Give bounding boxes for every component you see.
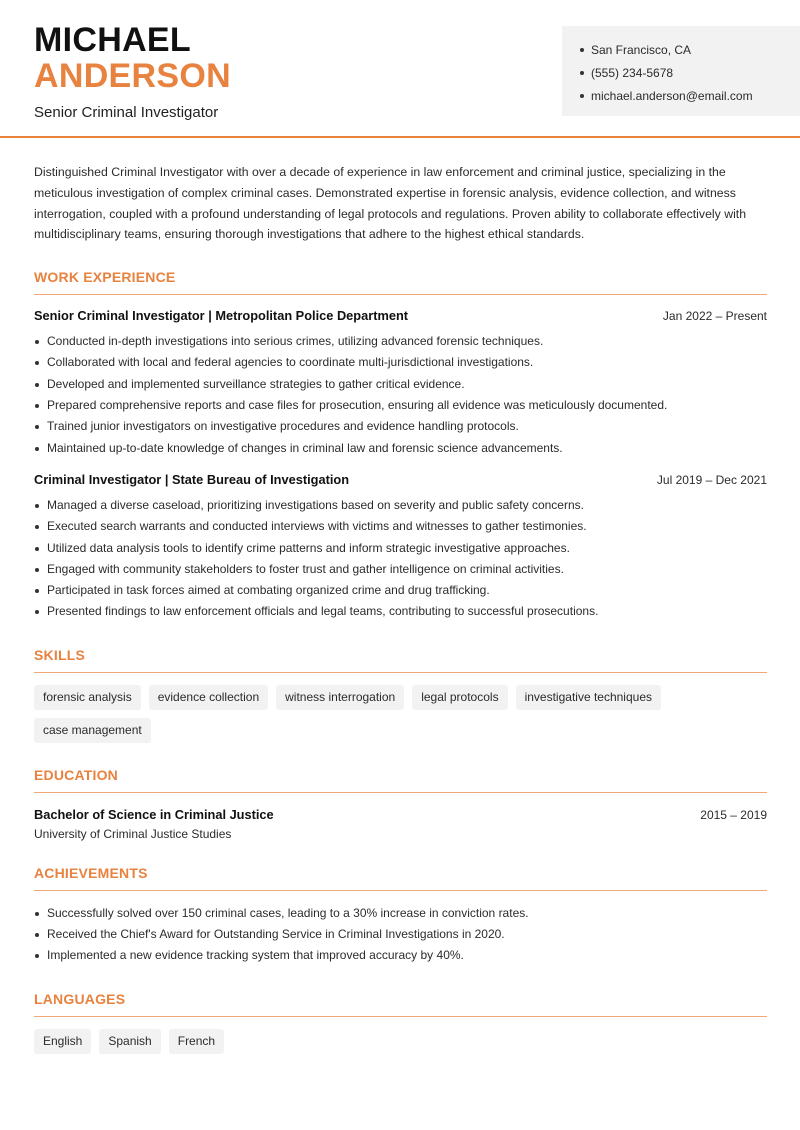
summary-paragraph: Distinguished Criminal Investigator with over a decade of experience in law enforcement and criminal justice, specializing in the meticulous investigation of complex criminal cases. Demonstrated expertise in forensic analysis, evidence collection, and witness interrogation, coupled with a profound understanding of legal protocols and regulations. Proven ability to collaborate effectively with multidisciplinary teams, ensuring thorough investigations that adhere to the highest ethical standards.: [34, 165, 747, 242]
job-bullet: Conducted in-depth investigations into serious crimes, utilizing advanced forensic techniques.: [34, 331, 767, 352]
first-name: MICHAEL: [34, 21, 191, 59]
job-bullet: Trained junior investigators on investigative procedures and evidence handling protocols.: [34, 416, 767, 437]
job-bullet: Collaborated with local and federal agencies to coordinate multi-jurisdictional investigations.: [34, 352, 767, 373]
job-bullet: Participated in task forces aimed at combating organized crime and drug trafficking.: [34, 580, 767, 601]
name-block: [34, 22, 231, 121]
job-bullet: Engaged with community stakeholders to foster trust and gather intelligence on criminal activities.: [34, 559, 767, 580]
school-name: University of Criminal Justice Studies: [34, 826, 232, 841]
achievement-bullet: Implemented a new evidence tracking system that improved accuracy by 40%.: [34, 945, 767, 966]
email-text: michael.anderson@email.com: [591, 88, 753, 103]
job-header: [34, 308, 767, 323]
skill-tag: legal protocols: [412, 685, 507, 710]
job-bullet: Utilized data analysis tools to identify crime patterns and inform strategic investigative approaches.: [34, 538, 767, 559]
contact-location: [580, 38, 782, 61]
language-tags: [34, 1029, 767, 1054]
contact-box: [562, 26, 800, 116]
skill-tag: witness interrogation: [276, 685, 404, 710]
education-header: [34, 807, 767, 822]
job-bullet: Presented findings to law enforcement officials and legal teams, contributing to successful prosecutions.: [34, 601, 767, 622]
job-title: Criminal Investigator | State Bureau of Investigation: [34, 471, 350, 487]
section-title-education: EDUCATION: [34, 767, 767, 793]
achievement-bullets: [34, 903, 767, 967]
job-dates: Jul 2019 – Dec 2021: [656, 472, 767, 487]
job-entry: [34, 472, 767, 623]
skill-tag: forensic analysis: [34, 685, 141, 710]
section-title-achievements: ACHIEVEMENTS: [34, 865, 767, 891]
job-dates: Jan 2022 – Present: [662, 309, 767, 324]
job-title: Senior Criminal Investigator | Metropolitan Police Department: [34, 308, 409, 324]
job-entry: [34, 308, 767, 459]
section-title-languages: LANGUAGES: [34, 991, 767, 1017]
bullet-icon: [580, 71, 584, 75]
language-tag: French: [169, 1029, 224, 1054]
location-text: San Francisco, CA: [591, 42, 692, 57]
bullet-icon: [580, 94, 584, 98]
education-dates: 2015 – 2019: [700, 807, 767, 822]
skill-tag: investigative techniques: [516, 685, 661, 710]
resume-header: [0, 0, 800, 138]
job-bullet: Prepared comprehensive reports and case files for prosecution, ensuring all evidence was meticulously documented.: [34, 395, 767, 416]
skill-tag: case management: [34, 718, 151, 743]
resume-body: [34, 162, 767, 1054]
last-name: ANDERSON: [34, 57, 231, 95]
contact-email: [580, 84, 782, 107]
contact-phone: [580, 61, 782, 84]
job-bullet: Maintained up-to-date knowledge of changes in criminal law and forensic science advancements.: [34, 438, 767, 459]
education-entry: [34, 807, 767, 841]
bullet-icon: [580, 48, 584, 52]
skills-tags: [34, 685, 767, 743]
language-tag: English: [34, 1029, 91, 1054]
job-role: Senior Criminal Investigator: [34, 104, 219, 121]
job-bullet: Managed a diverse caseload, prioritizing investigations based on severity and public safety concerns.: [34, 495, 767, 516]
language-tag: Spanish: [99, 1029, 160, 1054]
section-title-work: WORK EXPERIENCE: [34, 269, 767, 295]
job-bullet: Executed search warrants and conducted interviews with victims and witnesses to gather testimonies.: [34, 516, 767, 537]
achievement-bullet: Received the Chief's Award for Outstanding Service in Criminal Investigations in 2020.: [34, 924, 767, 945]
job-bullets: [34, 495, 767, 623]
skill-tag: evidence collection: [149, 685, 268, 710]
phone-text: (555) 234-5678: [591, 65, 674, 80]
section-title-skills: SKILLS: [34, 647, 767, 673]
job-bullets: [34, 331, 767, 459]
achievement-bullet: Successfully solved over 150 criminal cases, leading to a 30% increase in conviction rates.: [34, 903, 767, 924]
degree-title: Bachelor of Science in Criminal Justice: [34, 806, 274, 822]
job-header: [34, 472, 767, 487]
job-bullet: Developed and implemented surveillance strategies to gather critical evidence.: [34, 374, 767, 395]
